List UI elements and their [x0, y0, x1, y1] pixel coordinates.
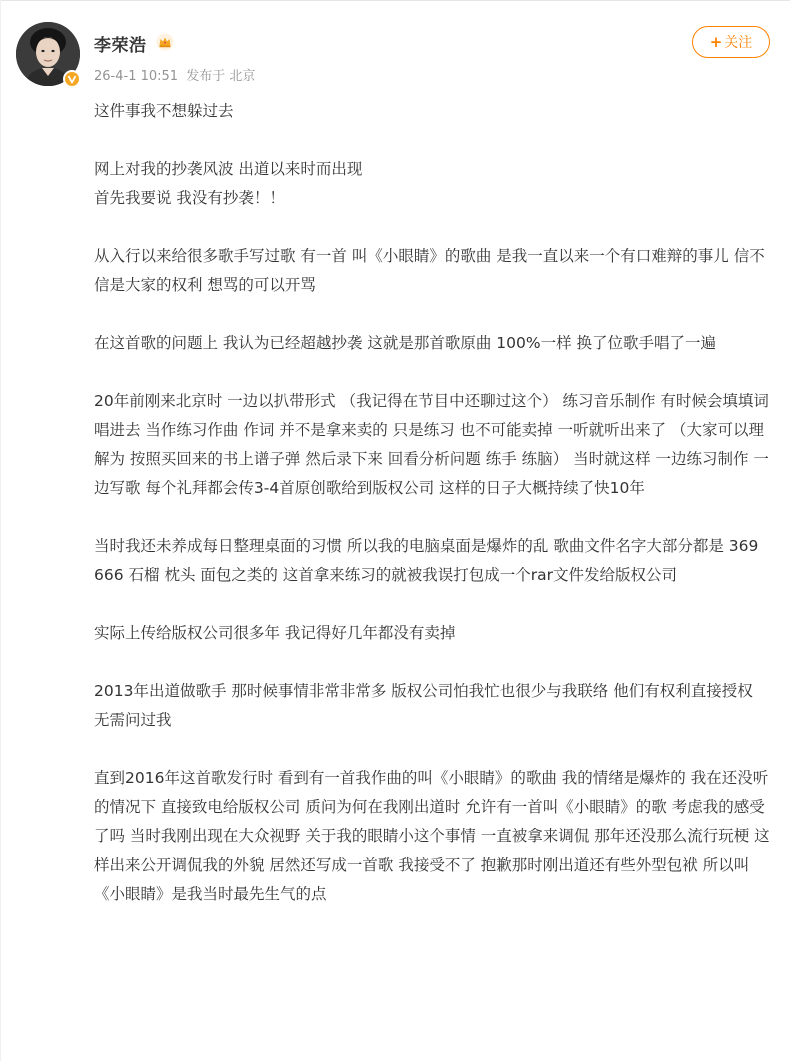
paragraph: 当时我还未养成每日整理桌面的习惯 所以我的电脑桌面是爆炸的乱 歌曲文件名字大部分都是 369 666 石榴 枕头 面包之类的 这首拿来练习的就被我误打包成一个rar文件发给版权公司	[94, 537, 759, 584]
paragraph: 直到2016年这首歌发行时 看到有一首我作曲的叫《小眼睛》的歌曲 我的情绪是爆炸的 我在还没听的情况下 直接致电给版权公司 质问为何在我刚出道时 允许有一首叫《小眼睛》的歌 考虑我的感受了吗 当时我刚出现在大众视野 关于我的眼睛小这个事情 一直被拿来调侃 那年还没那么流行玩梗 这样出来公开调侃我的外貌 居然还写成一首歌 我接受不了 抱歉那时刚出道还有些外型包袱 所以叫《小眼睛》是我当时最先生气的点	[94, 769, 770, 903]
author-name[interactable]: 李荣浩	[94, 36, 147, 56]
paragraph: 实际上传给版权公司很多年 我记得好几年都没有卖掉	[94, 624, 456, 642]
post-meta	[94, 65, 259, 84]
follow-button[interactable]	[692, 26, 770, 58]
post-content	[94, 97, 770, 909]
plus-icon: +	[709, 33, 723, 51]
post-location: 发布于 北京	[186, 69, 256, 84]
verified-v-icon	[63, 70, 81, 88]
paragraph: 20年前刚来北京时 一边以扒带形式 （我记得在节目中还聊过这个） 练习音乐制作 有时候会填填词唱进去 当作练习作曲 作词 并不是拿来卖的 只是练习 也不可能卖掉 一听就听出来了 （大家可以理解为 按照买回来的书上谱子弹 然后录下来 回看分析问题 练手 练脑） 当时就这样 一边练习制作 一边写歌 每个礼拜都会传3-4首原创歌给到版权公司 这样的日子大概持续了快10年	[94, 392, 769, 497]
post-time[interactable]: 26-4-1 10:51	[94, 69, 179, 84]
paragraph: 从入行以来给很多歌手写过歌 有一首 叫《小眼睛》的歌曲 是我一直以来一个有口难辩的事儿 信不信是大家的权利 想骂的可以开骂	[94, 247, 765, 294]
follow-label: 关注	[724, 35, 753, 51]
paragraph: 这件事我不想躲过去	[94, 102, 234, 120]
paragraph: 在这首歌的问题上 我认为已经超越抄袭 这就是那首歌原曲 100%一样 换了位歌手唱了一遍	[94, 334, 717, 352]
paragraph: 网上对我的抄袭风波 出道以来时而出现 首先我要说 我没有抄袭！！	[94, 160, 363, 207]
crown-icon[interactable]	[156, 33, 174, 51]
paragraph: 2013年出道做歌手 那时候事情非常非常多 版权公司怕我忙也很少与我联络 他们有权利直接授权 无需问过我	[94, 682, 753, 729]
